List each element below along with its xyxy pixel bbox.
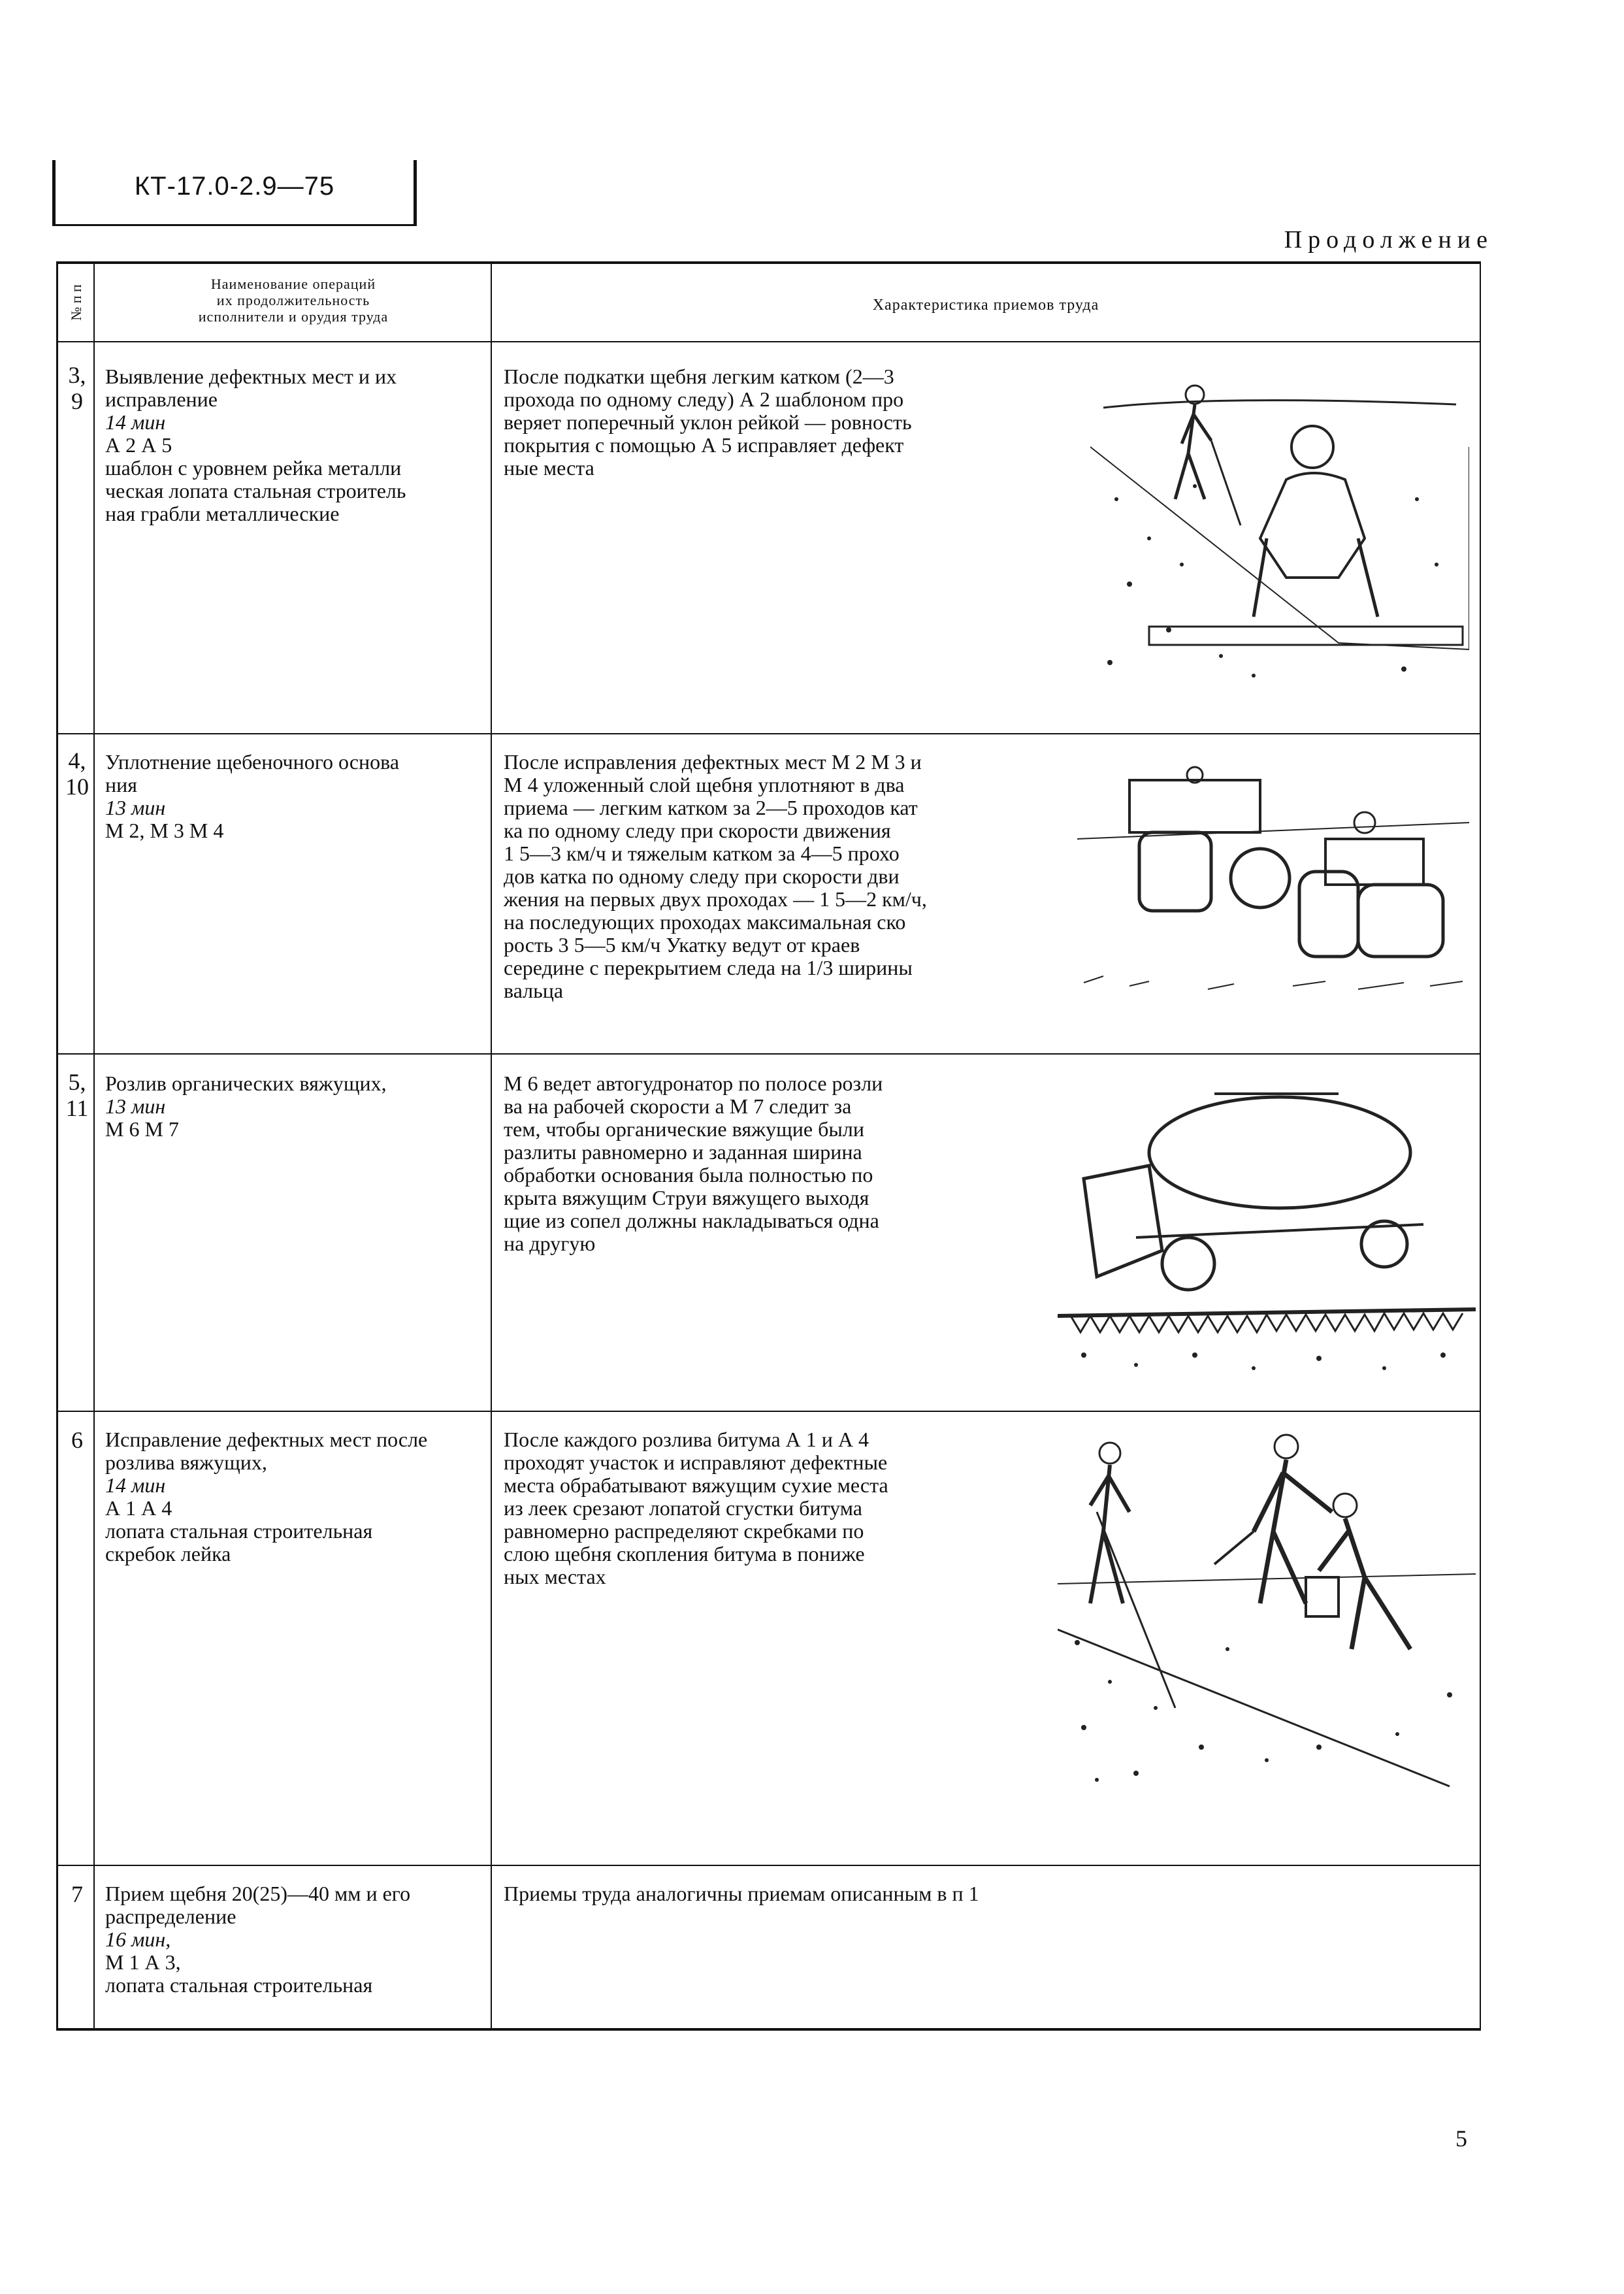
operation-cell: Уплотнение щебеночного основа ния 13 мин М 2, М 3 М 4 bbox=[105, 750, 400, 842]
characteristics-cell: После исправления дефектных мест М 2 М 3 и М 4 уложенный слой щебня уплотняют в два приема — легким катком за 2—5 проходов кат ка по одному следу при скорости движения 1 5—3 км/ч и тяжелым катком за 4—5 прохо дов катка по одному следу при скорости дви жения на первых двух проходах — 1 5—2 км/ч, на последующих проходах максимальная ско рость 3 5—5 км/ч Укатку ведут от краев середине с перекрытием следа на 1/3 ширины вальца bbox=[504, 750, 927, 1002]
workers-repairing-icon bbox=[1058, 1434, 1476, 1799]
column-divider bbox=[93, 264, 95, 2028]
operation-cell: Прием щебня 20(25)—40 мм и его распределение 16 мин, М 1 А 3, лопата стальная строительная bbox=[105, 1882, 411, 1997]
operation-cell: Выявление дефектных мест и их исправление 14 мин А 2 А 5 шаблон с уровнем рейка металли ческая лопата стальная строитель ная грабли металлические bbox=[105, 365, 406, 525]
header-divider bbox=[58, 341, 1481, 342]
row-number: 3, 9 bbox=[68, 362, 86, 414]
table-right-border bbox=[1480, 264, 1481, 2028]
characteristics-cell: После подкатки щебня легким катком (2—3 прохода по одному следу) А 2 шаблоном про веряет поперечный уклон рейкой — ровность покрытия с помощью А 5 исправляет дефект ные места bbox=[504, 365, 912, 480]
row-number: 7 bbox=[71, 1881, 83, 1907]
workers-checking-road-icon bbox=[1090, 369, 1469, 695]
row-divider bbox=[58, 1865, 1481, 1866]
column-divider bbox=[491, 264, 492, 2028]
road-rollers-icon bbox=[1077, 761, 1469, 1009]
characteristics-cell: М 6 ведет автогудронатор по полосе розли ва на рабочей скорости а М 7 следит за тем, чтобы органические вяжущие были разлиты равномерно и заданная ширина обработки основания была полностью по крыта вяжущим Струи вяжущего выходя щие из сопел должны накладываться одна на другую bbox=[504, 1072, 883, 1255]
row-number: 6 bbox=[71, 1427, 83, 1453]
characteristics-cell: Приемы труда аналогичны приемам описанным в п 1 bbox=[504, 1882, 979, 1905]
column-header-operation: Наименование операций их продолжительность исполнители и орудия труда bbox=[198, 276, 389, 325]
continuation-label: Продолжение bbox=[1284, 226, 1493, 254]
operation-cell: Исправление дефектных мест после розлива вяжущих, 14 мин А 1 А 4 лопата стальная строительная скребок лейка bbox=[105, 1428, 428, 1565]
row-divider bbox=[58, 1411, 1481, 1412]
row-divider bbox=[58, 1053, 1481, 1055]
page-number: 5 bbox=[1455, 2125, 1467, 2152]
asphalt-distributor-icon bbox=[1058, 1068, 1476, 1381]
operations-table bbox=[56, 261, 1481, 2031]
document-code: КТ-17.0-2.9—75 bbox=[134, 172, 335, 201]
column-header-number: № п п bbox=[68, 284, 84, 321]
row-number: 4, 10 bbox=[65, 747, 89, 800]
row-divider bbox=[58, 733, 1481, 734]
column-header-characteristics: Характеристика приемов труда bbox=[872, 297, 1099, 314]
row-number: 5, 11 bbox=[65, 1069, 89, 1121]
operation-cell: Розлив органических вяжущих, 13 мин М 6 М 7 bbox=[105, 1072, 387, 1141]
document-code-box bbox=[52, 160, 417, 226]
characteristics-cell: После каждого розлива битума А 1 и А 4 проходят участок и исправляют дефектные места обрабатывают вяжущим сухие места из леек срезают лопатой сгустки битума равномерно распределяют скребками по слою щебня скопления битума в пониже ных местах bbox=[504, 1428, 888, 1588]
